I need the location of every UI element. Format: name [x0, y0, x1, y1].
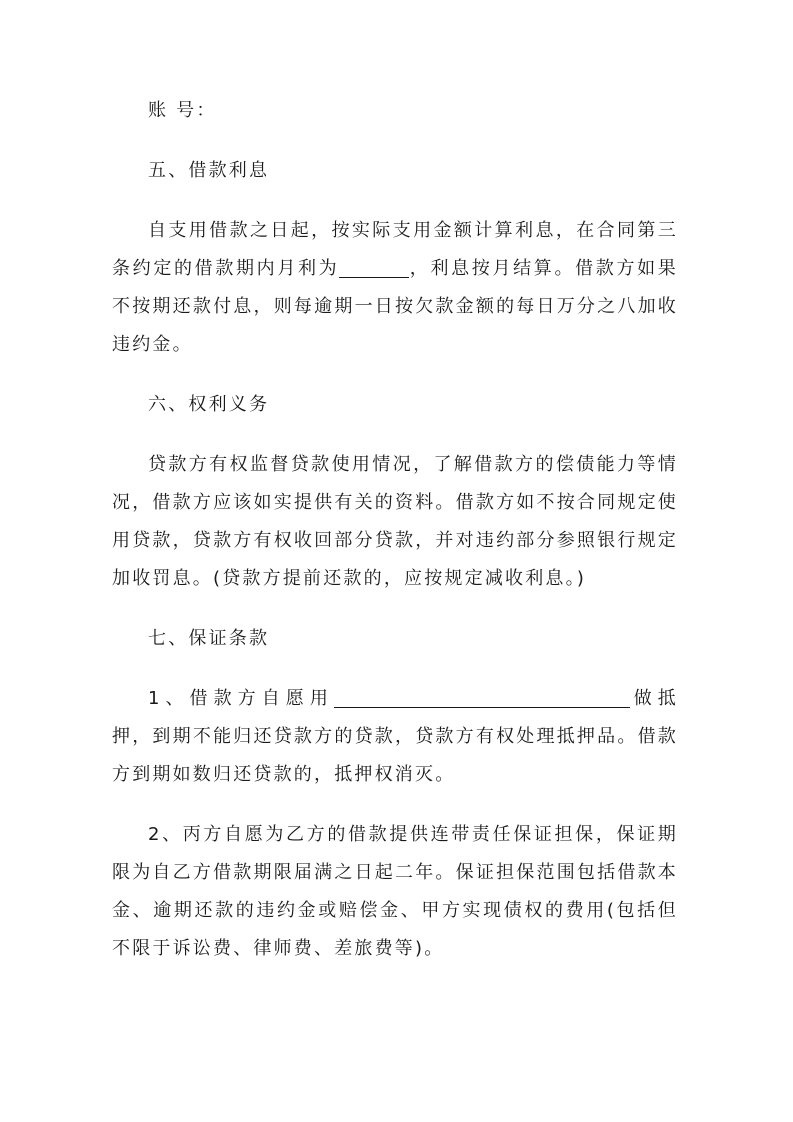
section-6-title: 六、权利义务	[148, 394, 270, 415]
section-7-title: 七、保证条款	[148, 628, 270, 649]
section-5-paragraph	[112, 212, 678, 364]
interest-rate-blank	[339, 257, 409, 278]
section-7-item-1-text-b: 做抵押，到期不能归还贷款方的贷款，贷款方有权处理抵押品。借款方到期如数归还贷款的，抵押权消灭。	[112, 688, 678, 785]
document-page	[112, 92, 678, 968]
section-5-title: 五、借款利息	[148, 160, 270, 181]
section-6-paragraph: 贷款方有权监督贷款使用情况，了解借款方的偿债能力等情况，借款方应该如实提供有关的资料。借款方如不按合同规定使用贷款，贷款方有权收回部分贷款，并对违约部分参照银行规定加收罚息。(贷款方提前还款的，应按规定减收利息。)	[112, 454, 678, 589]
section-5-text-a: 自支用借款之日起，按实际支用金额计算利息，在合同第三条约定的借款期内月利为	[112, 220, 678, 279]
account-label: 账 号：	[148, 100, 217, 121]
section-7-item-2: 2、丙方自愿为乙方的借款提供连带责任保证担保，保证期限为自乙方借款期限届满之日起二年。保证担保范围包括借款本金、逾期还款的违约金或赔偿金、甲方实现债权的费用(包括但不限于诉讼费、律师费、差旅费等)。	[112, 824, 678, 959]
collateral-blank	[334, 687, 630, 708]
section-7-item-1-text-a: 1、借款方自愿用	[148, 688, 334, 709]
section-7-item-1	[112, 680, 678, 794]
section-5-text-b: ，利息按月结算。借款方如果不按期还款付息，则每逾期一日按欠款金额的每日万分之八加收违约金。	[112, 258, 678, 355]
